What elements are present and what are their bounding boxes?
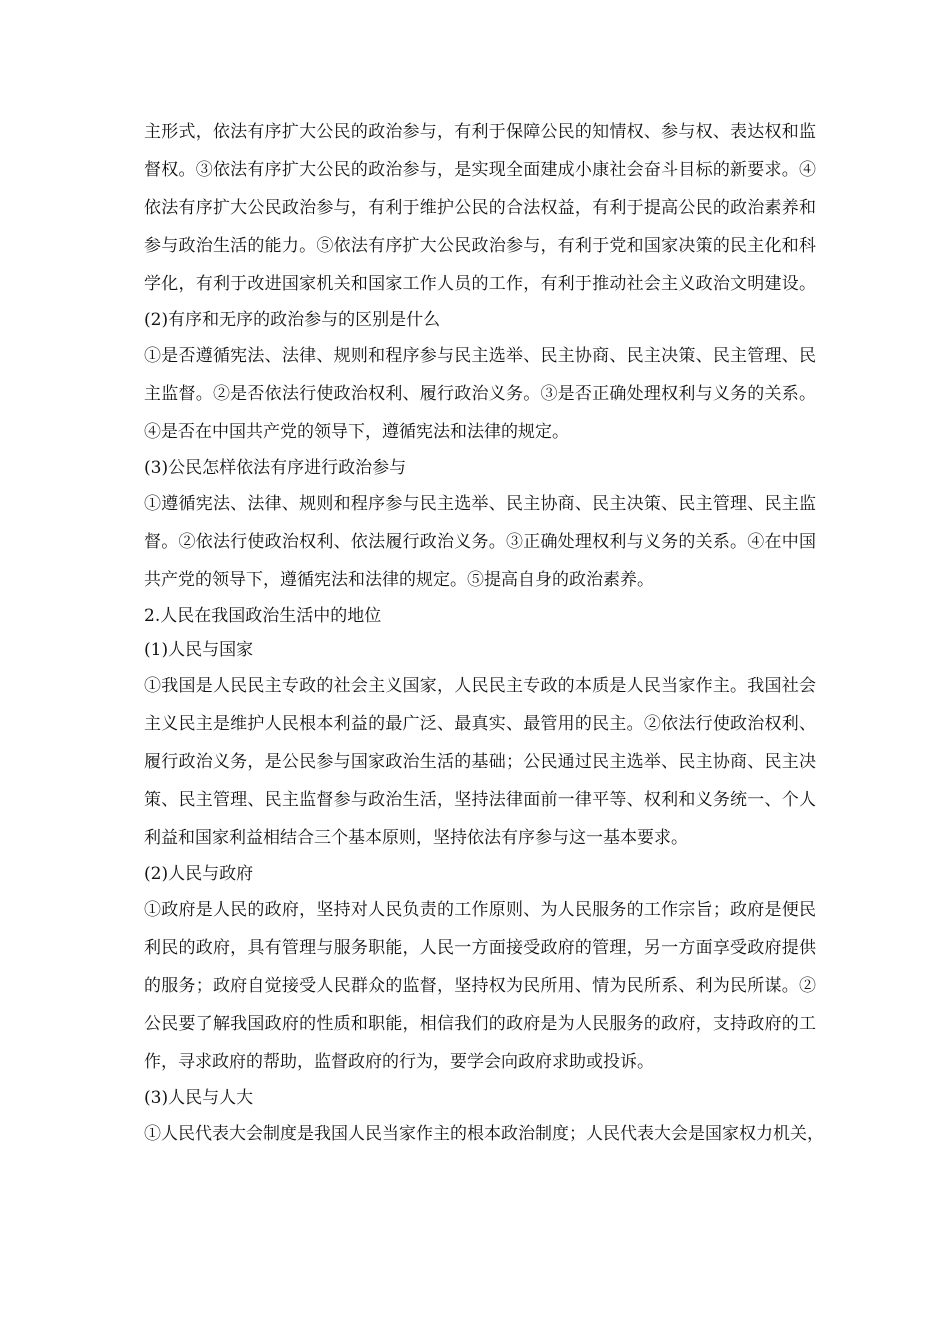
document-page (144, 113, 824, 1153)
text-line: 主义民主是维护人民根本利益的最广泛、最真实、最管用的民主。②依法行使政治权利、 (144, 714, 816, 734)
text-line: 利益和国家利益相结合三个基本原则，坚持依法有序参与这一基本要求。 (144, 828, 688, 848)
text-line: 参与政治生活的能力。⑤依法有序扩大公民政治参与，有利于党和国家决策的民主化和科 (144, 236, 816, 256)
subheading: (3)公民怎样依法有序进行政治参与 (144, 458, 407, 478)
text-line: 学化，有利于改进国家机关和国家工作人员的工作，有利于推动社会主义政治文明建设。 (144, 274, 816, 294)
text-line: 履行政治义务，是公民参与国家政治生活的基础；公民通过民主选举、民主协商、民主决 (144, 752, 816, 772)
subheading: (1)人民与国家 (144, 640, 254, 660)
text-line: ①我国是人民民主专政的社会主义国家，人民民主专政的本质是人民当家作主。我国社会 (144, 676, 816, 696)
section-heading: 2.人民在我国政治生活中的地位 (144, 606, 382, 626)
subheading: (2)人民与政府 (144, 864, 254, 884)
text-line: 作，寻求政府的帮助，监督政府的行为，要学会向政府求助或投诉。 (144, 1052, 654, 1072)
text-line: ①政府是人民的政府，坚持对人民负责的工作原则、为人民服务的工作宗旨；政府是便民 (144, 900, 816, 920)
text-line: 共产党的领导下，遵循宪法和法律的规定。⑤提高自身的政治素养。 (144, 570, 654, 590)
subheading: (3)人民与人大 (144, 1088, 254, 1108)
text-line: 督权。③依法有序扩大公民的政治参与，是实现全面建成小康社会奋斗目标的新要求。④ (144, 160, 816, 180)
text-line: 利民的政府，具有管理与服务职能，人民一方面接受政府的管理，另一方面享受政府提供 (144, 938, 816, 958)
text-line: ①人民代表大会制度是我国人民当家作主的根本政治制度；人民代表大会是国家权力机关， (144, 1124, 824, 1144)
text-line: 依法有序扩大公民政治参与，有利于维护公民的合法权益，有利于提高公民的政治素养和 (144, 198, 816, 218)
subheading: (2)有序和无序的政治参与的区别是什么 (144, 310, 441, 330)
text-line: 主形式，依法有序扩大公民的政治参与，有利于保障公民的知情权、参与权、表达权和监 (144, 122, 816, 142)
text-line: ④是否在中国共产党的领导下，遵循宪法和法律的规定。 (144, 422, 569, 442)
text-line: 督。②依法行使政治权利、依法履行政治义务。③正确处理权利与义务的关系。④在中国 (144, 532, 816, 552)
text-line: 策、民主管理、民主监督参与政治生活，坚持法律面前一律平等、权利和义务统一、个人 (144, 790, 816, 810)
text-line: 公民要了解我国政府的性质和职能，相信我们的政府是为人民服务的政府，支持政府的工 (144, 1014, 816, 1034)
text-line: 主监督。②是否依法行使政治权利、履行政治义务。③是否正确处理权利与义务的关系。 (144, 384, 816, 404)
text-line: 的服务；政府自觉接受人民群众的监督，坚持权为民所用、情为民所系、利为民所谋。② (144, 976, 816, 996)
text-line: ①是否遵循宪法、法律、规则和程序参与民主选举、民主协商、民主决策、民主管理、民 (144, 346, 816, 366)
text-line: ①遵循宪法、法律、规则和程序参与民主选举、民主协商、民主决策、民主管理、民主监 (144, 494, 816, 514)
